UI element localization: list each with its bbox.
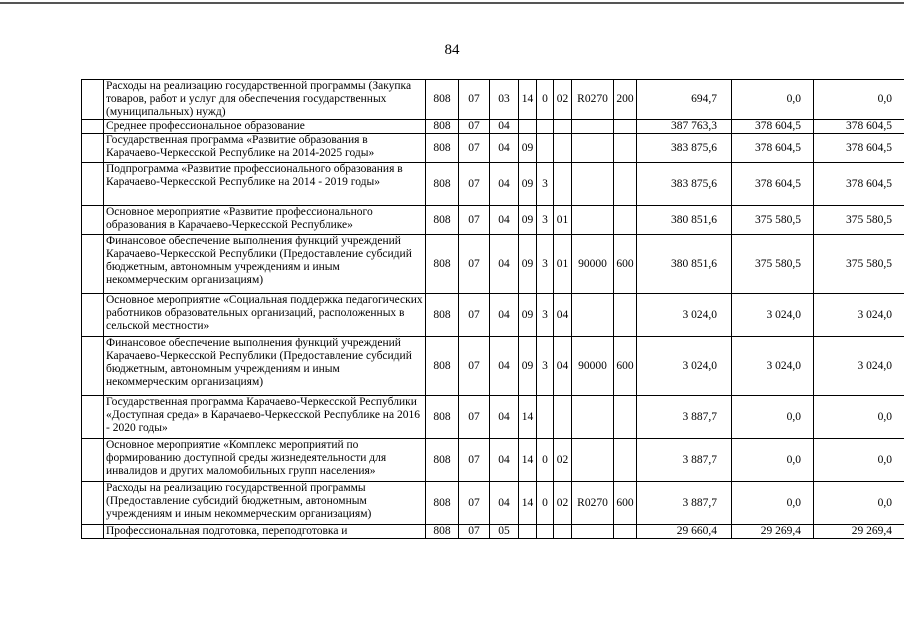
sum-2021: 29 269,4 [814,525,904,539]
expense-type-code: 600 [614,235,637,294]
row-name: Государственная программа «Развитие образования в Карачаево-Черкесской Республике на 2014-2025 годы» [104,134,426,163]
subprogram-code [537,396,554,439]
row-name: Расходы на реализацию государственной программы (Закупка товаров, работ и услуг для обеспечения государственных (муниципальных) нужд) [104,80,426,120]
table-row [82,134,904,163]
sum-2020: 378 604,5 [732,120,814,134]
sum-2020: 375 580,5 [732,235,814,294]
direction-code [572,396,614,439]
event-code [554,396,572,439]
program-code: 14 [519,80,537,120]
subprogram-code: 0 [537,80,554,120]
ministry-code: 808 [426,439,459,482]
sum-2021: 3 024,0 [814,337,904,396]
expense-type-code [614,134,637,163]
program-code: 09 [519,235,537,294]
expense-type-code: 600 [614,482,637,525]
row-margin [82,525,104,539]
direction-code: R0270 [572,80,614,120]
direction-code: 90000 [572,235,614,294]
section-code: 07 [459,337,490,396]
table-row [82,80,904,120]
row-margin [82,294,104,337]
row-name: Государственная программа Карачаево-Черкесской Республики «Доступная среда» в Карачаево-Черкесской Республике на 2016 - 2020 годы» [104,396,426,439]
row-name: Основное мероприятие «Социальная поддержка педагогических работников образовательных организаций, расположенных в сельской местности» [104,294,426,337]
row-name: Финансовое обеспечение выполнения функций учреждений Карачаево-Черкесской Республики (Предоставление субсидий бюджетным, автономным учреждениям и иным некоммерческим организациям) [104,337,426,396]
expense-type-code [614,294,637,337]
sum-2021: 378 604,5 [814,134,904,163]
sum-2019: 3 887,7 [637,482,732,525]
sum-2021: 3 024,0 [814,294,904,337]
subprogram-code: 3 [537,235,554,294]
sum-2020: 0,0 [732,482,814,525]
ministry-code: 808 [426,206,459,235]
direction-code [572,120,614,134]
program-code: 09 [519,134,537,163]
row-name: Среднее профессиональное образование [104,120,426,134]
expense-type-code [614,206,637,235]
subsection-code: 04 [490,482,519,525]
subsection-code: 04 [490,294,519,337]
row-margin [82,206,104,235]
table-row [82,206,904,235]
row-margin [82,396,104,439]
ministry-code: 808 [426,294,459,337]
sum-2020: 375 580,5 [732,206,814,235]
sum-2019: 3 024,0 [637,337,732,396]
event-code: 01 [554,206,572,235]
section-code: 07 [459,120,490,134]
event-code [554,163,572,206]
program-code: 14 [519,439,537,482]
sum-2019: 383 875,6 [637,134,732,163]
event-code [554,134,572,163]
table-row [82,163,904,206]
row-name: Основное мероприятие «Комплекс мероприятий по формированию доступной среды жизнедеятельности для инвалидов и других маломобильных групп населения» [104,439,426,482]
sum-2019: 3 887,7 [637,439,732,482]
sum-2021: 0,0 [814,439,904,482]
expense-type-code [614,396,637,439]
expense-type-code [614,120,637,134]
section-code: 07 [459,80,490,120]
subsection-code: 03 [490,80,519,120]
subsection-code: 05 [490,525,519,539]
section-code: 07 [459,235,490,294]
direction-code [572,525,614,539]
program-code: 09 [519,294,537,337]
program-code: 14 [519,482,537,525]
sum-2020: 0,0 [732,396,814,439]
sum-2019: 694,7 [637,80,732,120]
row-margin [82,120,104,134]
subsection-code: 04 [490,337,519,396]
ministry-code: 808 [426,337,459,396]
row-margin [82,337,104,396]
direction-code [572,134,614,163]
sum-2021: 375 580,5 [814,206,904,235]
subprogram-code: 0 [537,439,554,482]
row-name: Расходы на реализацию государственной программы (Предоставление субсидий бюджетным, автономным учреждениям и иным некоммерческим организациям) [104,482,426,525]
subsection-code: 04 [490,163,519,206]
event-code: 04 [554,337,572,396]
section-code: 07 [459,482,490,525]
table-row [82,337,904,396]
direction-code [572,163,614,206]
subsection-code: 04 [490,235,519,294]
direction-code: R0270 [572,482,614,525]
sum-2021: 0,0 [814,80,904,120]
program-code: 09 [519,337,537,396]
program-code: 09 [519,206,537,235]
event-code: 02 [554,439,572,482]
top-rule [0,2,904,4]
subsection-code: 04 [490,396,519,439]
expense-type-code [614,439,637,482]
sum-2020: 378 604,5 [732,163,814,206]
subprogram-code [537,120,554,134]
row-name: Профессиональная подготовка, переподготовка и [104,525,426,539]
subprogram-code: 0 [537,482,554,525]
section-code: 07 [459,206,490,235]
direction-code [572,294,614,337]
subsection-code: 04 [490,120,519,134]
row-name: Финансовое обеспечение выполнения функций учреждений Карачаево-Черкесской Республики (Предоставление субсидий бюджетным, автономным учреждениям и иным некоммерческим организациям) [104,235,426,294]
expense-type-code [614,163,637,206]
sum-2021: 378 604,5 [814,120,904,134]
program-code: 09 [519,163,537,206]
subprogram-code: 3 [537,337,554,396]
sum-2019: 383 875,6 [637,163,732,206]
sum-2019: 3 024,0 [637,294,732,337]
program-code [519,525,537,539]
subprogram-code: 3 [537,163,554,206]
sum-2021: 0,0 [814,482,904,525]
sum-2021: 378 604,5 [814,163,904,206]
sum-2019: 29 660,4 [637,525,732,539]
event-code [554,120,572,134]
table-row [82,294,904,337]
table-row [82,439,904,482]
table-row [82,525,904,539]
sum-2020: 29 269,4 [732,525,814,539]
budget-table [81,79,904,539]
subsection-code: 04 [490,206,519,235]
subprogram-code: 3 [537,294,554,337]
sum-2020: 0,0 [732,439,814,482]
ministry-code: 808 [426,80,459,120]
page-number: 84 [444,42,460,58]
table-row [82,120,904,134]
event-code: 02 [554,80,572,120]
row-margin [82,439,104,482]
ministry-code: 808 [426,235,459,294]
row-name: Подпрограмма «Развитие профессионального образования в Карачаево-Черкесской Республике на 2014 - 2019 годы» [104,163,426,206]
event-code: 01 [554,235,572,294]
program-code: 14 [519,396,537,439]
sum-2020: 378 604,5 [732,134,814,163]
table-row [82,235,904,294]
row-margin [82,80,104,120]
section-code: 07 [459,396,490,439]
ministry-code: 808 [426,396,459,439]
table-row [82,482,904,525]
sum-2019: 387 763,3 [637,120,732,134]
sum-2020: 3 024,0 [732,294,814,337]
section-code: 07 [459,163,490,206]
row-margin [82,163,104,206]
section-code: 07 [459,294,490,337]
sum-2019: 380 851,6 [637,235,732,294]
row-margin [82,235,104,294]
table-row [82,396,904,439]
section-code: 07 [459,134,490,163]
ministry-code: 808 [426,163,459,206]
event-code [554,525,572,539]
section-code: 07 [459,525,490,539]
row-name: Основное мероприятие «Развитие профессионального образования в Карачаево-Черкесской Республике» [104,206,426,235]
expense-type-code [614,525,637,539]
subprogram-code: 3 [537,206,554,235]
sum-2021: 375 580,5 [814,235,904,294]
subprogram-code [537,525,554,539]
direction-code [572,439,614,482]
ministry-code: 808 [426,120,459,134]
event-code: 04 [554,294,572,337]
row-margin [82,482,104,525]
sum-2019: 380 851,6 [637,206,732,235]
row-margin [82,134,104,163]
sum-2020: 3 024,0 [732,337,814,396]
direction-code [572,206,614,235]
subsection-code: 04 [490,439,519,482]
direction-code: 90000 [572,337,614,396]
ministry-code: 808 [426,525,459,539]
ministry-code: 808 [426,482,459,525]
subprogram-code [537,134,554,163]
section-code: 07 [459,439,490,482]
program-code [519,120,537,134]
sum-2021: 0,0 [814,396,904,439]
sum-2020: 0,0 [732,80,814,120]
event-code: 02 [554,482,572,525]
expense-type-code: 600 [614,337,637,396]
sum-2019: 3 887,7 [637,396,732,439]
subsection-code: 04 [490,134,519,163]
expense-type-code: 200 [614,80,637,120]
ministry-code: 808 [426,134,459,163]
